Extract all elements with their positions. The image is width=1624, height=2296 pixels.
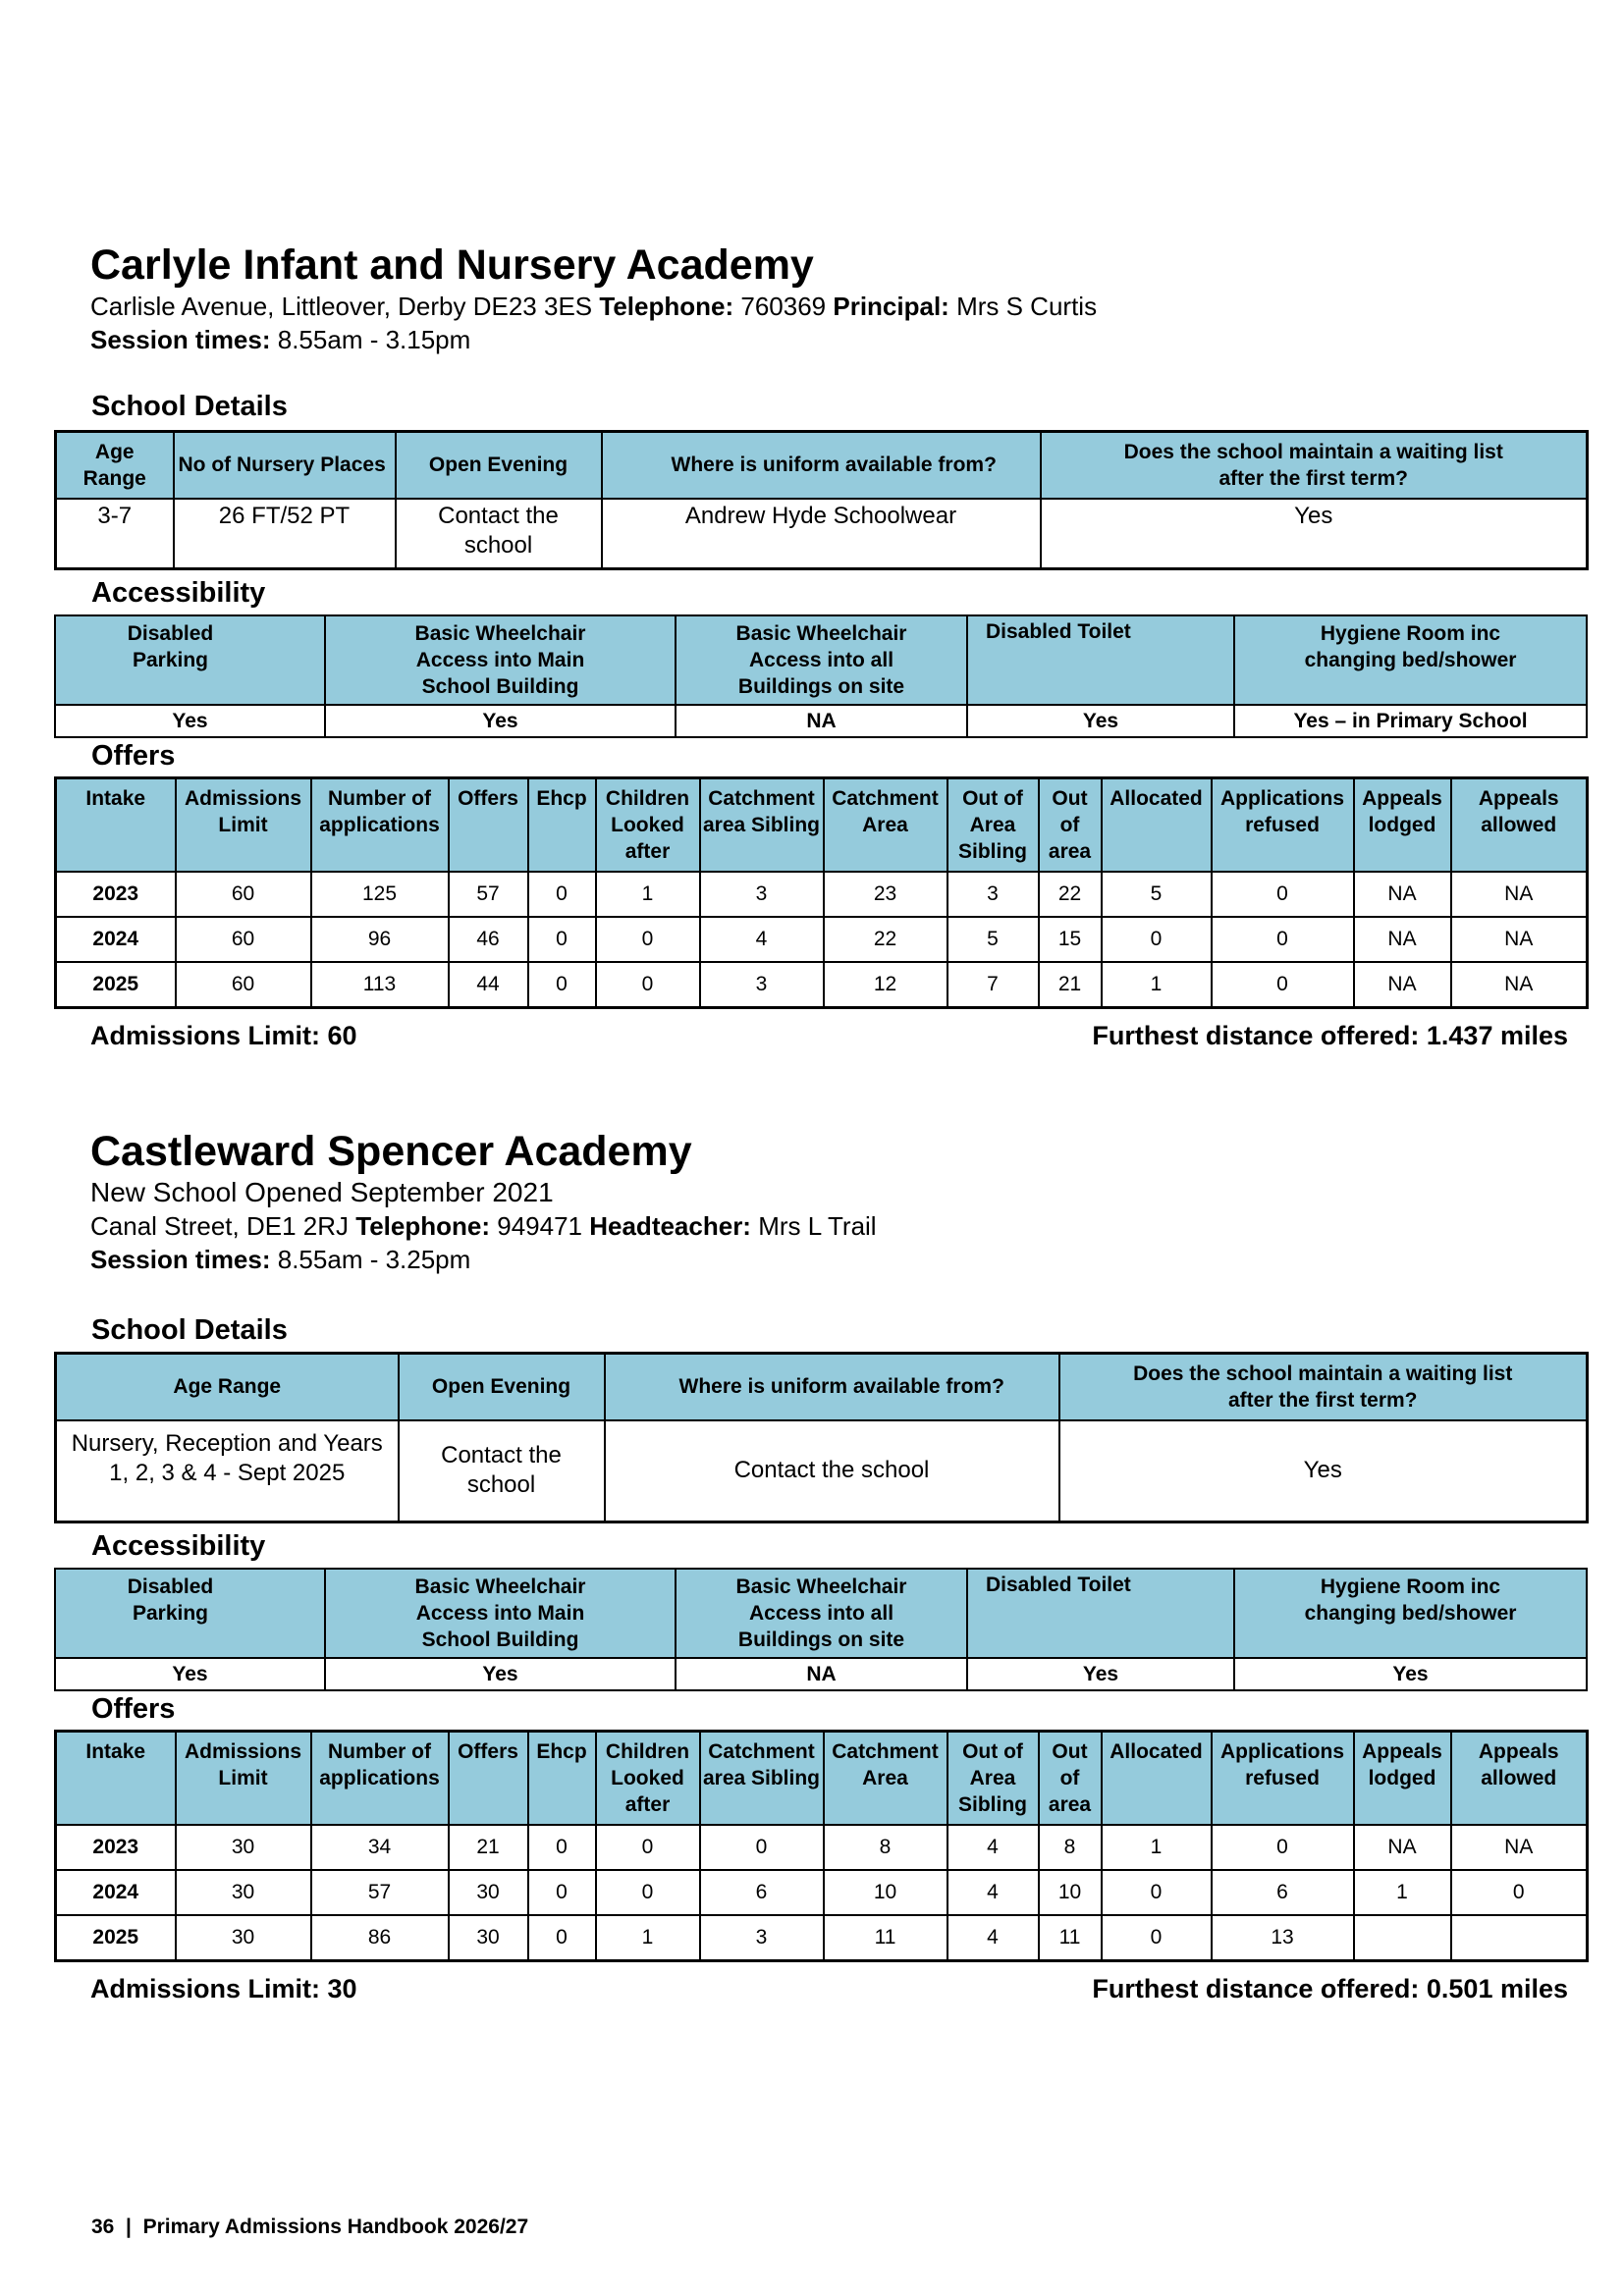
offers-value-cell: 5 [1102,872,1212,917]
telephone-value: 760369 [740,292,827,321]
offers-value-cell: 3 [947,872,1039,917]
offers-value-cell: 13 [1212,1915,1354,1961]
offers-value-cell: 125 [311,872,449,917]
session-times-line [90,1243,1586,1276]
offers-label: Offers [91,1693,176,1725]
offers-table [54,776,1589,1009]
offers-header-cell: Intake [56,778,176,873]
details-value-cell: Contact the school [605,1420,1059,1522]
offers-year-cell: 2024 [56,917,176,962]
accessibility-header-cell: Hygiene Room inc changing bed/shower [1234,1569,1587,1658]
details-header-row [56,1354,1588,1420]
school-section-carlyle [54,240,1586,1065]
offers-value-cell: 46 [449,917,528,962]
telephone-label: Telephone: [355,1211,490,1241]
offers-value-cell: 0 [1102,917,1212,962]
head-label: Headteacher: [589,1211,751,1241]
offers-value-cell: 6 [1212,1870,1354,1915]
accessibility-value-cell: Yes [967,1658,1234,1690]
offers-header-cell: Applications refused [1212,778,1354,873]
offers-value-cell: NA [1451,872,1588,917]
offers-value-cell: 3 [700,872,824,917]
school-details-label: School Details [91,1314,288,1346]
head-value: Mrs S Curtis [956,292,1098,321]
offers-header-cell: Catchment Area [824,1732,947,1826]
details-header-cell: Where is uniform available from? [602,432,1041,499]
handbook-title: Primary Admissions Handbook 2026/27 [142,2216,529,2238]
offers-header-cell: Out of area [1039,778,1102,873]
offers-header-cell: Appeals lodged [1354,778,1451,873]
details-value-cell: Andrew Hyde Schoolwear [602,499,1041,569]
school-details-table [54,1352,1589,1523]
offers-year-cell: 2025 [56,1915,176,1961]
accessibility-value-cell: Yes [55,1658,325,1690]
details-value-cell: 3-7 [56,499,174,569]
accessibility-label: Accessibility [91,577,266,609]
head-value: Mrs L Trail [758,1211,877,1241]
school-subtitle: New School Opened September 2021 [90,1177,554,1207]
offers-row [56,872,1588,917]
offers-value-cell [1354,1915,1451,1961]
accessibility-header-cell: Disabled Toilet [967,1569,1234,1658]
offers-header-cell: Appeals allowed [1451,1732,1588,1826]
offers-value-cell: 0 [1102,1915,1212,1961]
details-value-cell: Yes [1041,499,1588,569]
accessibility-label: Accessibility [91,1530,266,1562]
accessibility-table [54,614,1588,738]
offers-value-cell: 96 [311,917,449,962]
offers-value-cell: 0 [1451,1870,1588,1915]
accessibility-header-row [55,615,1587,705]
details-value-cell: Yes [1059,1420,1588,1522]
offers-value-cell: 11 [1039,1915,1102,1961]
school-contact-line [90,290,1586,323]
accessibility-value-row [55,705,1587,737]
details-header-cell: Where is uniform available from? [605,1354,1059,1420]
accessibility-value-cell: Yes [1234,1658,1587,1690]
accessibility-header-cell: Hygiene Room inc changing bed/shower [1234,615,1587,705]
offers-value-cell [1451,1915,1588,1961]
accessibility-header-row [55,1569,1587,1658]
offers-value-cell: 4 [947,1870,1039,1915]
offers-row [56,1915,1588,1961]
offers-value-cell: 7 [947,962,1039,1008]
school-contact-line [90,1209,1586,1243]
accessibility-header-cell: Disabled Parking [55,1569,325,1658]
offers-row [56,917,1588,962]
offers-value-cell: 0 [1102,1870,1212,1915]
school-details-table [54,430,1589,570]
offers-value-cell: 8 [824,1825,947,1870]
summary-line [90,1021,1568,1050]
offers-header-cell: Catchment Area [824,778,947,873]
offers-value-cell: NA [1354,1825,1451,1870]
furthest-distance: Furthest distance offered: 0.501 miles [1092,1974,1568,2003]
offers-header-cell: Ehcp [528,778,596,873]
offers-header-cell: Number of applications [311,1732,449,1826]
offers-value-cell: 30 [176,1915,311,1961]
offers-header-cell: Out of Area Sibling [947,778,1039,873]
accessibility-value-cell: NA [676,705,967,737]
offers-year-cell: 2025 [56,962,176,1008]
offers-value-cell: 5 [947,917,1039,962]
offers-value-cell: 57 [449,872,528,917]
offers-header-cell: Offers [449,778,528,873]
offers-value-cell: 60 [176,962,311,1008]
offers-header-cell: Out of area [1039,1732,1102,1826]
accessibility-value-cell: Yes [967,705,1234,737]
session-times-line [90,323,1586,356]
details-value-cell: Contact the school [396,499,602,569]
offers-value-cell: 0 [596,1870,700,1915]
school-name: Carlyle Infant and Nursery Academy [90,241,814,289]
offers-row [56,1825,1588,1870]
accessibility-header-cell: Basic Wheelchair Access into all Buildings on site [676,1569,967,1658]
admissions-limit: Admissions Limit: 30 [90,1974,357,2003]
offers-value-cell: 1 [1102,962,1212,1008]
telephone-label: Telephone: [599,292,734,321]
offers-value-cell: 6 [700,1870,824,1915]
offers-label: Offers [91,740,176,772]
session-label: Session times: [90,1245,271,1274]
offers-header-cell: Allocated [1102,1732,1212,1826]
footer-separator: | [126,2216,132,2238]
details-header-cell: Does the school maintain a waiting list after the first term? [1041,432,1588,499]
details-header-cell: Open Evening [399,1354,605,1420]
offers-header-cell: Applications refused [1212,1732,1354,1826]
session-value: 8.55am - 3.15pm [277,325,471,354]
offers-value-cell: 30 [449,1915,528,1961]
details-header-cell: Age Range [56,1354,399,1420]
offers-value-cell: 0 [596,1825,700,1870]
offers-value-cell: 3 [700,1915,824,1961]
offers-value-cell: 34 [311,1825,449,1870]
accessibility-table [54,1568,1588,1691]
offers-header-row [56,778,1588,873]
school-name: Castleward Spencer Academy [90,1128,692,1175]
offers-value-cell: 22 [824,917,947,962]
details-header-cell: Open Evening [396,432,602,499]
offers-value-cell: 10 [824,1870,947,1915]
offers-value-cell: 0 [1212,917,1354,962]
offers-value-cell: NA [1354,872,1451,917]
offers-value-cell: NA [1451,1825,1588,1870]
page-footer [91,2216,528,2239]
accessibility-header-cell: Basic Wheelchair Access into all Buildings on site [676,615,967,705]
offers-value-cell: 0 [528,962,596,1008]
accessibility-value-cell: Yes [325,1658,676,1690]
offers-value-cell: 4 [947,1915,1039,1961]
offers-year-cell: 2023 [56,1825,176,1870]
offers-value-cell: NA [1451,917,1588,962]
furthest-distance: Furthest distance offered: 1.437 miles [1092,1021,1568,1050]
offers-value-cell: 10 [1039,1870,1102,1915]
school-section-castleward [54,1127,1586,2010]
offers-header-cell: Allocated [1102,778,1212,873]
offers-value-cell: 0 [700,1825,824,1870]
telephone-value: 949471 [497,1211,582,1241]
summary-line [90,1974,1568,2003]
offers-header-cell: Number of applications [311,778,449,873]
offers-value-cell: 30 [449,1870,528,1915]
offers-value-cell: 30 [176,1825,311,1870]
offers-value-cell: 4 [947,1825,1039,1870]
details-value-cell: 26 FT/52 PT [174,499,396,569]
offers-value-cell: 11 [824,1915,947,1961]
accessibility-header-cell: Basic Wheelchair Access into Main School Building [325,1569,676,1658]
head-label: Principal: [833,292,949,321]
school-address: Canal Street, DE1 2RJ [90,1211,350,1241]
offers-value-cell: 0 [1212,1825,1354,1870]
offers-row [56,962,1588,1008]
offers-value-cell: 12 [824,962,947,1008]
details-value-cell: Nursery, Reception and Years 1, 2, 3 & 4 - Sept 2025 [56,1420,399,1522]
offers-value-cell: 0 [528,1870,596,1915]
offers-header-cell: Catchment area Sibling [700,1732,824,1826]
offers-header-cell: Out of Area Sibling [947,1732,1039,1826]
offers-value-cell: 22 [1039,872,1102,917]
offers-year-cell: 2024 [56,1870,176,1915]
offers-value-cell: NA [1354,962,1451,1008]
details-value-cell: Contact the school [399,1420,605,1522]
offers-value-cell: 15 [1039,917,1102,962]
offers-header-cell: Ehcp [528,1732,596,1826]
details-header-row [56,432,1588,499]
session-value: 8.55am - 3.25pm [277,1245,471,1274]
offers-value-cell: 3 [700,962,824,1008]
offers-header-cell: Intake [56,1732,176,1826]
accessibility-header-cell: Disabled Parking [55,615,325,705]
offers-value-cell: 0 [596,917,700,962]
details-header-cell: Does the school maintain a waiting list after the first term? [1059,1354,1588,1420]
page-number: 36 [91,2216,115,2238]
offers-header-cell: Appeals allowed [1451,778,1588,873]
offers-header-cell: Catchment area Sibling [700,778,824,873]
details-value-row [56,499,1588,569]
offers-value-cell: 8 [1039,1825,1102,1870]
details-value-row [56,1420,1588,1522]
offers-header-cell: Admissions Limit [176,778,311,873]
accessibility-header-cell: Basic Wheelchair Access into Main School Building [325,615,676,705]
accessibility-value-cell: Yes – in Primary School [1234,705,1587,737]
offers-value-cell: 60 [176,872,311,917]
admissions-limit: Admissions Limit: 60 [90,1021,357,1050]
offers-value-cell: 57 [311,1870,449,1915]
offers-value-cell: 0 [596,962,700,1008]
offers-table [54,1730,1589,1962]
offers-header-cell: Admissions Limit [176,1732,311,1826]
offers-value-cell: 0 [528,1915,596,1961]
offers-value-cell: 1 [596,872,700,917]
accessibility-header-cell: Disabled Toilet [967,615,1234,705]
offers-value-cell: 86 [311,1915,449,1961]
details-header-cell: No of Nursery Places [174,432,396,499]
offers-value-cell: 23 [824,872,947,917]
offers-header-row [56,1732,1588,1826]
offers-value-cell: 1 [1102,1825,1212,1870]
offers-value-cell: 0 [1212,962,1354,1008]
school-details-label: School Details [91,391,288,422]
offers-value-cell: 4 [700,917,824,962]
offers-value-cell: 1 [596,1915,700,1961]
offers-value-cell: 21 [449,1825,528,1870]
offers-value-cell: 44 [449,962,528,1008]
offers-value-cell: NA [1354,917,1451,962]
school-address: Carlisle Avenue, Littleover, Derby DE23 3ES [90,292,593,321]
offers-value-cell: 0 [528,917,596,962]
offers-year-cell: 2023 [56,872,176,917]
offers-value-cell: 60 [176,917,311,962]
session-label: Session times: [90,325,271,354]
offers-value-cell: 0 [528,872,596,917]
accessibility-value-cell: Yes [55,705,325,737]
details-header-cell: Age Range [56,432,174,499]
offers-value-cell: 30 [176,1870,311,1915]
offers-value-cell: NA [1451,962,1588,1008]
accessibility-value-cell: NA [676,1658,967,1690]
offers-value-cell: 0 [528,1825,596,1870]
offers-header-cell: Offers [449,1732,528,1826]
offers-value-cell: 1 [1354,1870,1451,1915]
offers-header-cell: Children Looked after [596,778,700,873]
offers-value-cell: 0 [1212,872,1354,917]
offers-row [56,1870,1588,1915]
accessibility-value-row [55,1658,1587,1690]
accessibility-value-cell: Yes [325,705,676,737]
offers-header-cell: Children Looked after [596,1732,700,1826]
offers-value-cell: 21 [1039,962,1102,1008]
offers-header-cell: Appeals lodged [1354,1732,1451,1826]
offers-value-cell: 113 [311,962,449,1008]
